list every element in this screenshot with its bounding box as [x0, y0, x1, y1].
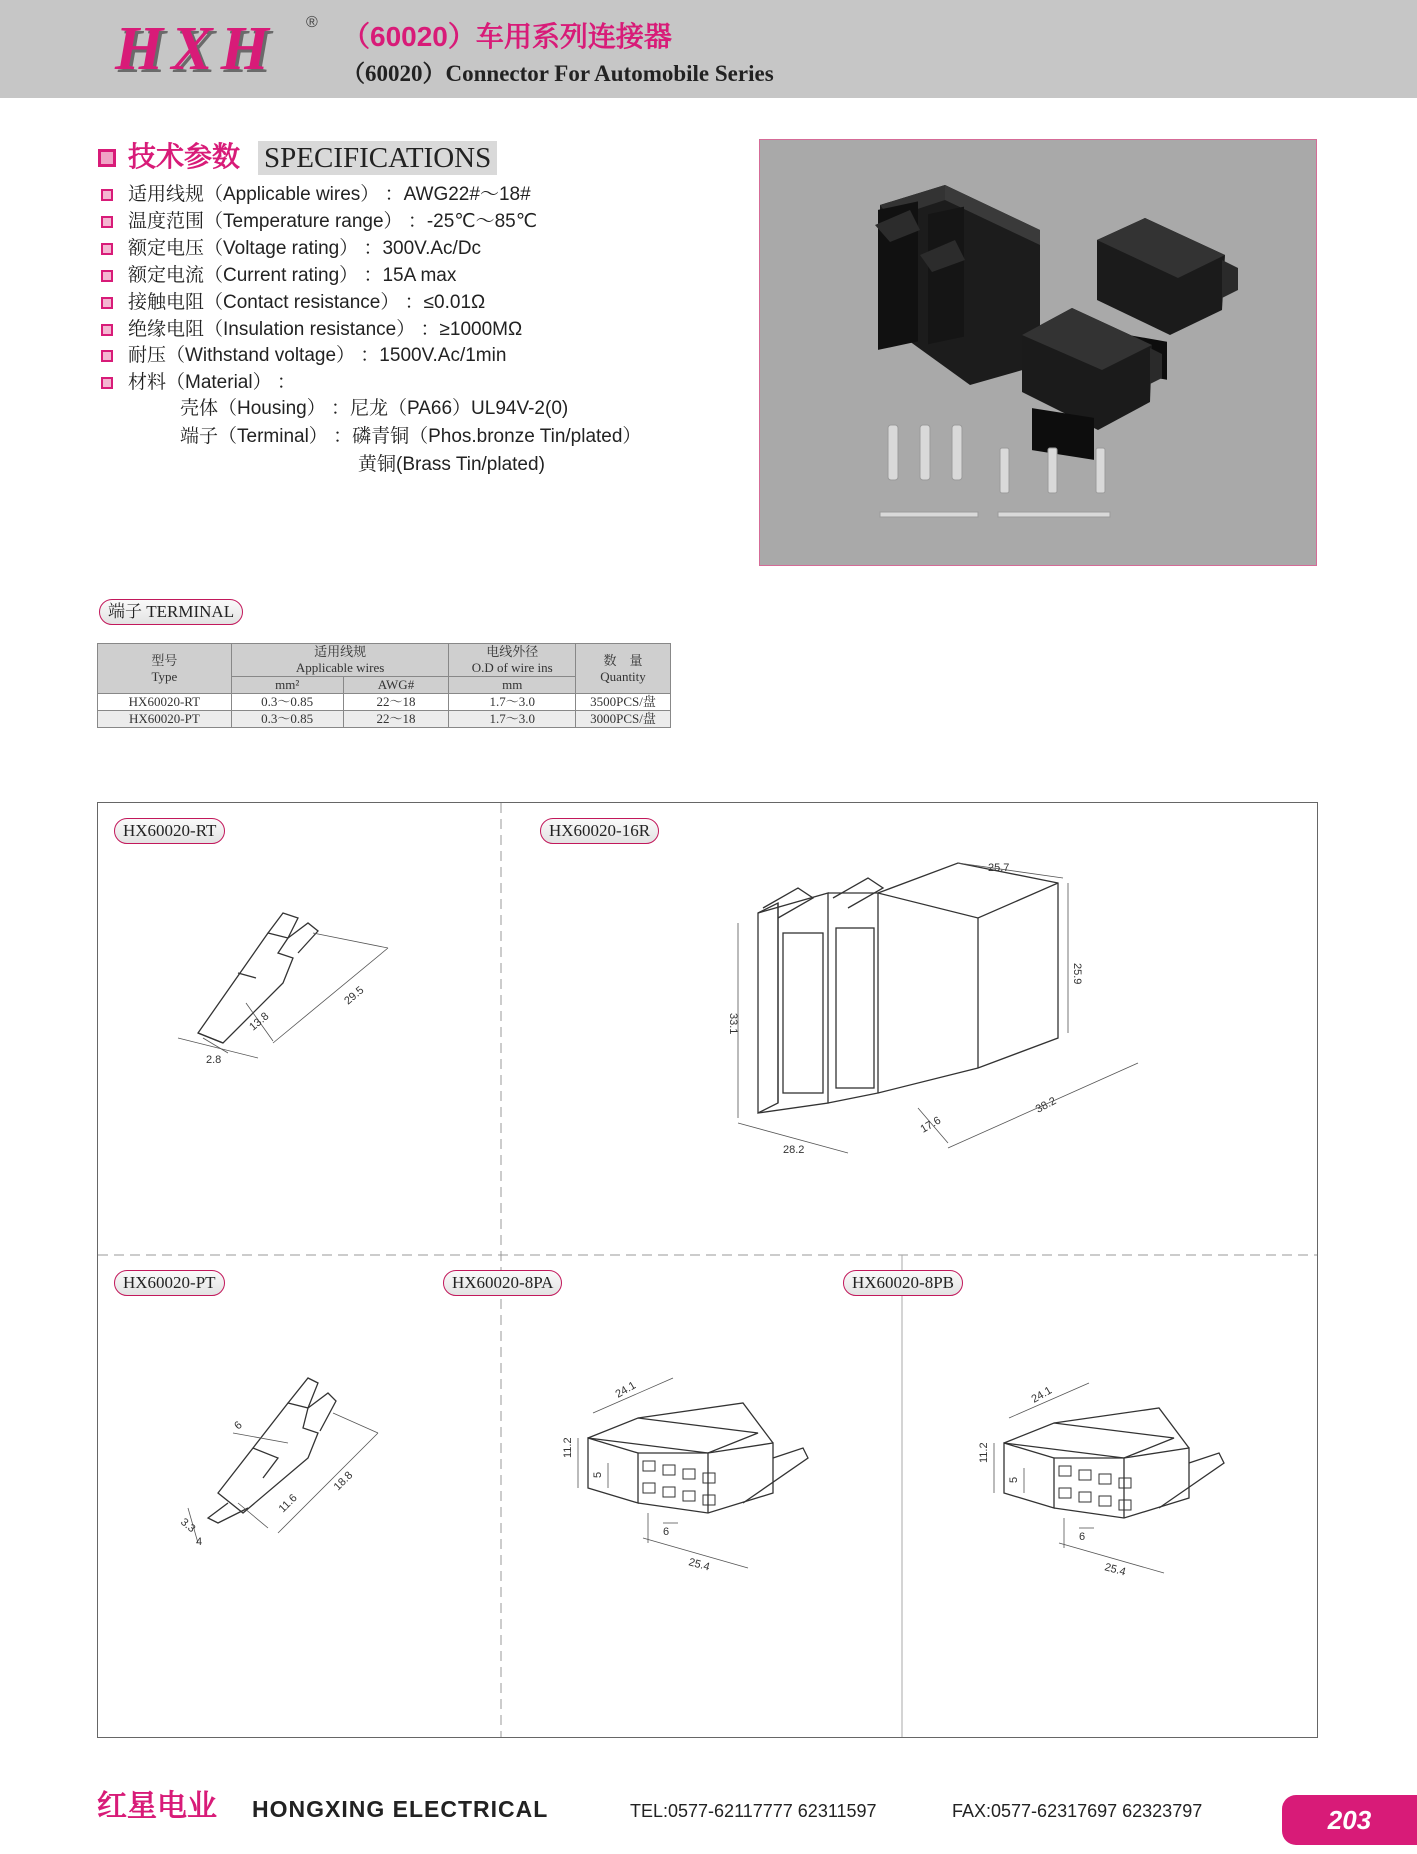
page-title-cn: （60020）车用系列连接器 — [342, 21, 672, 52]
dim-label: 11.2 — [978, 1442, 990, 1463]
dim-label: 24.1 — [1029, 1384, 1055, 1406]
col-quantity — [576, 644, 671, 694]
drawing-label-8pb: HX60020-8PB — [843, 1270, 963, 1296]
dim-label: 24.1 — [613, 1379, 639, 1401]
bullet-icon — [101, 377, 113, 389]
cell-type: HX60020-RT — [98, 694, 232, 711]
dim-label: 25.4 — [1103, 1561, 1128, 1579]
specs-heading-cn: 技术参数 — [128, 141, 241, 172]
page-number-badge: 203 — [1282, 1795, 1417, 1845]
cell-od: 1.7～3.0 — [449, 694, 576, 711]
dim-label: 18.8 — [331, 1469, 356, 1494]
table-row — [98, 694, 671, 711]
dim-label: 11.2 — [562, 1437, 574, 1458]
spec-material: 材料（Material） ： — [128, 372, 296, 393]
dim-label: 6 — [232, 1419, 245, 1433]
terminal-section-label: 端子 TERMINAL — [99, 599, 243, 625]
dim-label: 25.4 — [687, 1556, 712, 1574]
footer-fax: FAX:0577-62317697 62323797 — [952, 1801, 1203, 1821]
dim-label: 6 — [1079, 1531, 1086, 1543]
spec-material-terminal: 端子（Terminal） ：磷青铜（Phos.bronze Tin/plated） — [180, 426, 642, 447]
col-qty-cn: 数 量 — [603, 652, 643, 668]
bullet-icon — [101, 189, 113, 201]
bullet-icon — [101, 216, 113, 228]
col-applicable-wires — [231, 644, 449, 677]
cell-mm2: 0.3～0.85 — [231, 711, 343, 728]
page-title-en: （60020）Connector For Automobile Series — [342, 61, 774, 86]
spec-material-housing: 壳体（Housing） ：尼龙（PA66）UL94V-2(0) — [180, 398, 569, 419]
dim-label: 6 — [663, 1526, 670, 1538]
connector-photo-illustration — [760, 140, 1316, 565]
specs-heading-en: SPECIFICATIONS — [258, 141, 497, 175]
dim-label: 3.3 — [178, 1516, 198, 1536]
col-wires-en: Applicable wires — [295, 660, 385, 675]
dim-label: 4 — [196, 1536, 203, 1548]
registered-mark: ® — [306, 14, 318, 31]
cell-mm2: 0.3～0.85 — [231, 694, 343, 711]
dim-label: 2.8 — [206, 1054, 222, 1066]
technical-drawings-panel — [97, 802, 1318, 1738]
drawing-label-rt: HX60020-RT — [114, 818, 225, 844]
drawing-label-pt: HX60020-PT — [114, 1270, 225, 1296]
drawing-rt-terminal — [158, 913, 458, 1093]
cell-awg: 22～18 — [343, 711, 449, 728]
footer-company-en: HONGXING ELECTRICAL — [252, 1796, 549, 1822]
drawing-label-8pa: HX60020-8PA — [443, 1270, 562, 1296]
dim-label: 28.2 — [783, 1144, 805, 1156]
col-mm2: mm² — [231, 677, 343, 694]
drawing-label-16r: HX60020-16R — [540, 818, 659, 844]
col-qty-en: Quantity — [600, 668, 646, 684]
col-awg: AWG# — [343, 677, 449, 694]
cell-type: HX60020-PT — [98, 711, 232, 728]
dim-label: 25.7 — [988, 862, 1010, 874]
bullet-icon — [101, 324, 113, 336]
drawing-8pb-housing — [978, 1368, 1284, 1588]
spec-contact-resistance: 接触电阻（Contact resistance） ：≤0.01Ω — [128, 292, 486, 313]
bullet-icon — [101, 270, 113, 282]
spec-material-terminal-brass: 黄铜(Brass Tin/plated) — [358, 454, 545, 475]
product-photo — [759, 139, 1317, 566]
cell-awg: 22～18 — [343, 694, 449, 711]
dim-label: 29.5 — [342, 984, 367, 1008]
spec-withstand-voltage: 耐压（Withstand voltage） ：1500V.Ac/1min — [128, 345, 507, 366]
col-od-en: O.D of wire ins — [471, 660, 553, 675]
dim-label: 38.2 — [1033, 1094, 1059, 1116]
drawing-8pa-housing — [562, 1363, 868, 1583]
drawing-pt-terminal — [168, 1373, 428, 1553]
dim-label: 5 — [592, 1471, 604, 1478]
bullet-icon — [101, 350, 113, 362]
col-type — [98, 644, 232, 694]
spec-current-rating: 额定电流（Current rating） ：15A max — [128, 265, 457, 286]
dim-label: 17.6 — [918, 1114, 944, 1136]
terminal-spec-table — [97, 643, 671, 728]
col-wires-cn: 适用线规 — [314, 644, 367, 659]
col-type-en: Type — [151, 668, 178, 684]
section-bullet-icon — [98, 149, 116, 167]
cell-od: 1.7～3.0 — [449, 711, 576, 728]
dim-label: 33.1 — [727, 1013, 739, 1035]
drawing-16r-housing — [718, 863, 1158, 1193]
dim-label: 13.8 — [247, 1010, 272, 1034]
col-od-cn: 电线外径 — [486, 644, 539, 659]
bullet-icon — [101, 297, 113, 309]
col-wire-od — [449, 644, 576, 677]
spec-voltage-rating: 额定电压（Voltage rating） ：300V.Ac/Dc — [128, 238, 482, 259]
spec-insulation-resistance: 绝缘电阻（Insulation resistance） ：≥1000MΩ — [128, 319, 523, 340]
spec-temperature-range: 温度范围（Temperature range） ：-25℃～85℃ — [128, 211, 538, 232]
table-row — [98, 711, 671, 728]
dim-label: 5 — [1008, 1476, 1020, 1483]
bullet-icon — [101, 243, 113, 255]
hxh-logo: HXH — [115, 15, 277, 83]
footer-telephone: TEL:0577-62117777 62311597 — [630, 1801, 877, 1821]
cell-qty: 3500PCS/盘 — [576, 694, 671, 711]
footer-company-cn: 红星电业 — [97, 1790, 217, 1823]
dim-label: 11.6 — [276, 1492, 300, 1516]
spec-applicable-wires: 适用线规（Applicable wires） ：AWG22#～18# — [128, 184, 531, 205]
dim-label: 25.9 — [1071, 963, 1083, 985]
col-od-unit: mm — [449, 677, 576, 694]
col-type-cn: 型号 — [151, 652, 178, 668]
cell-qty: 3000PCS/盘 — [576, 711, 671, 728]
